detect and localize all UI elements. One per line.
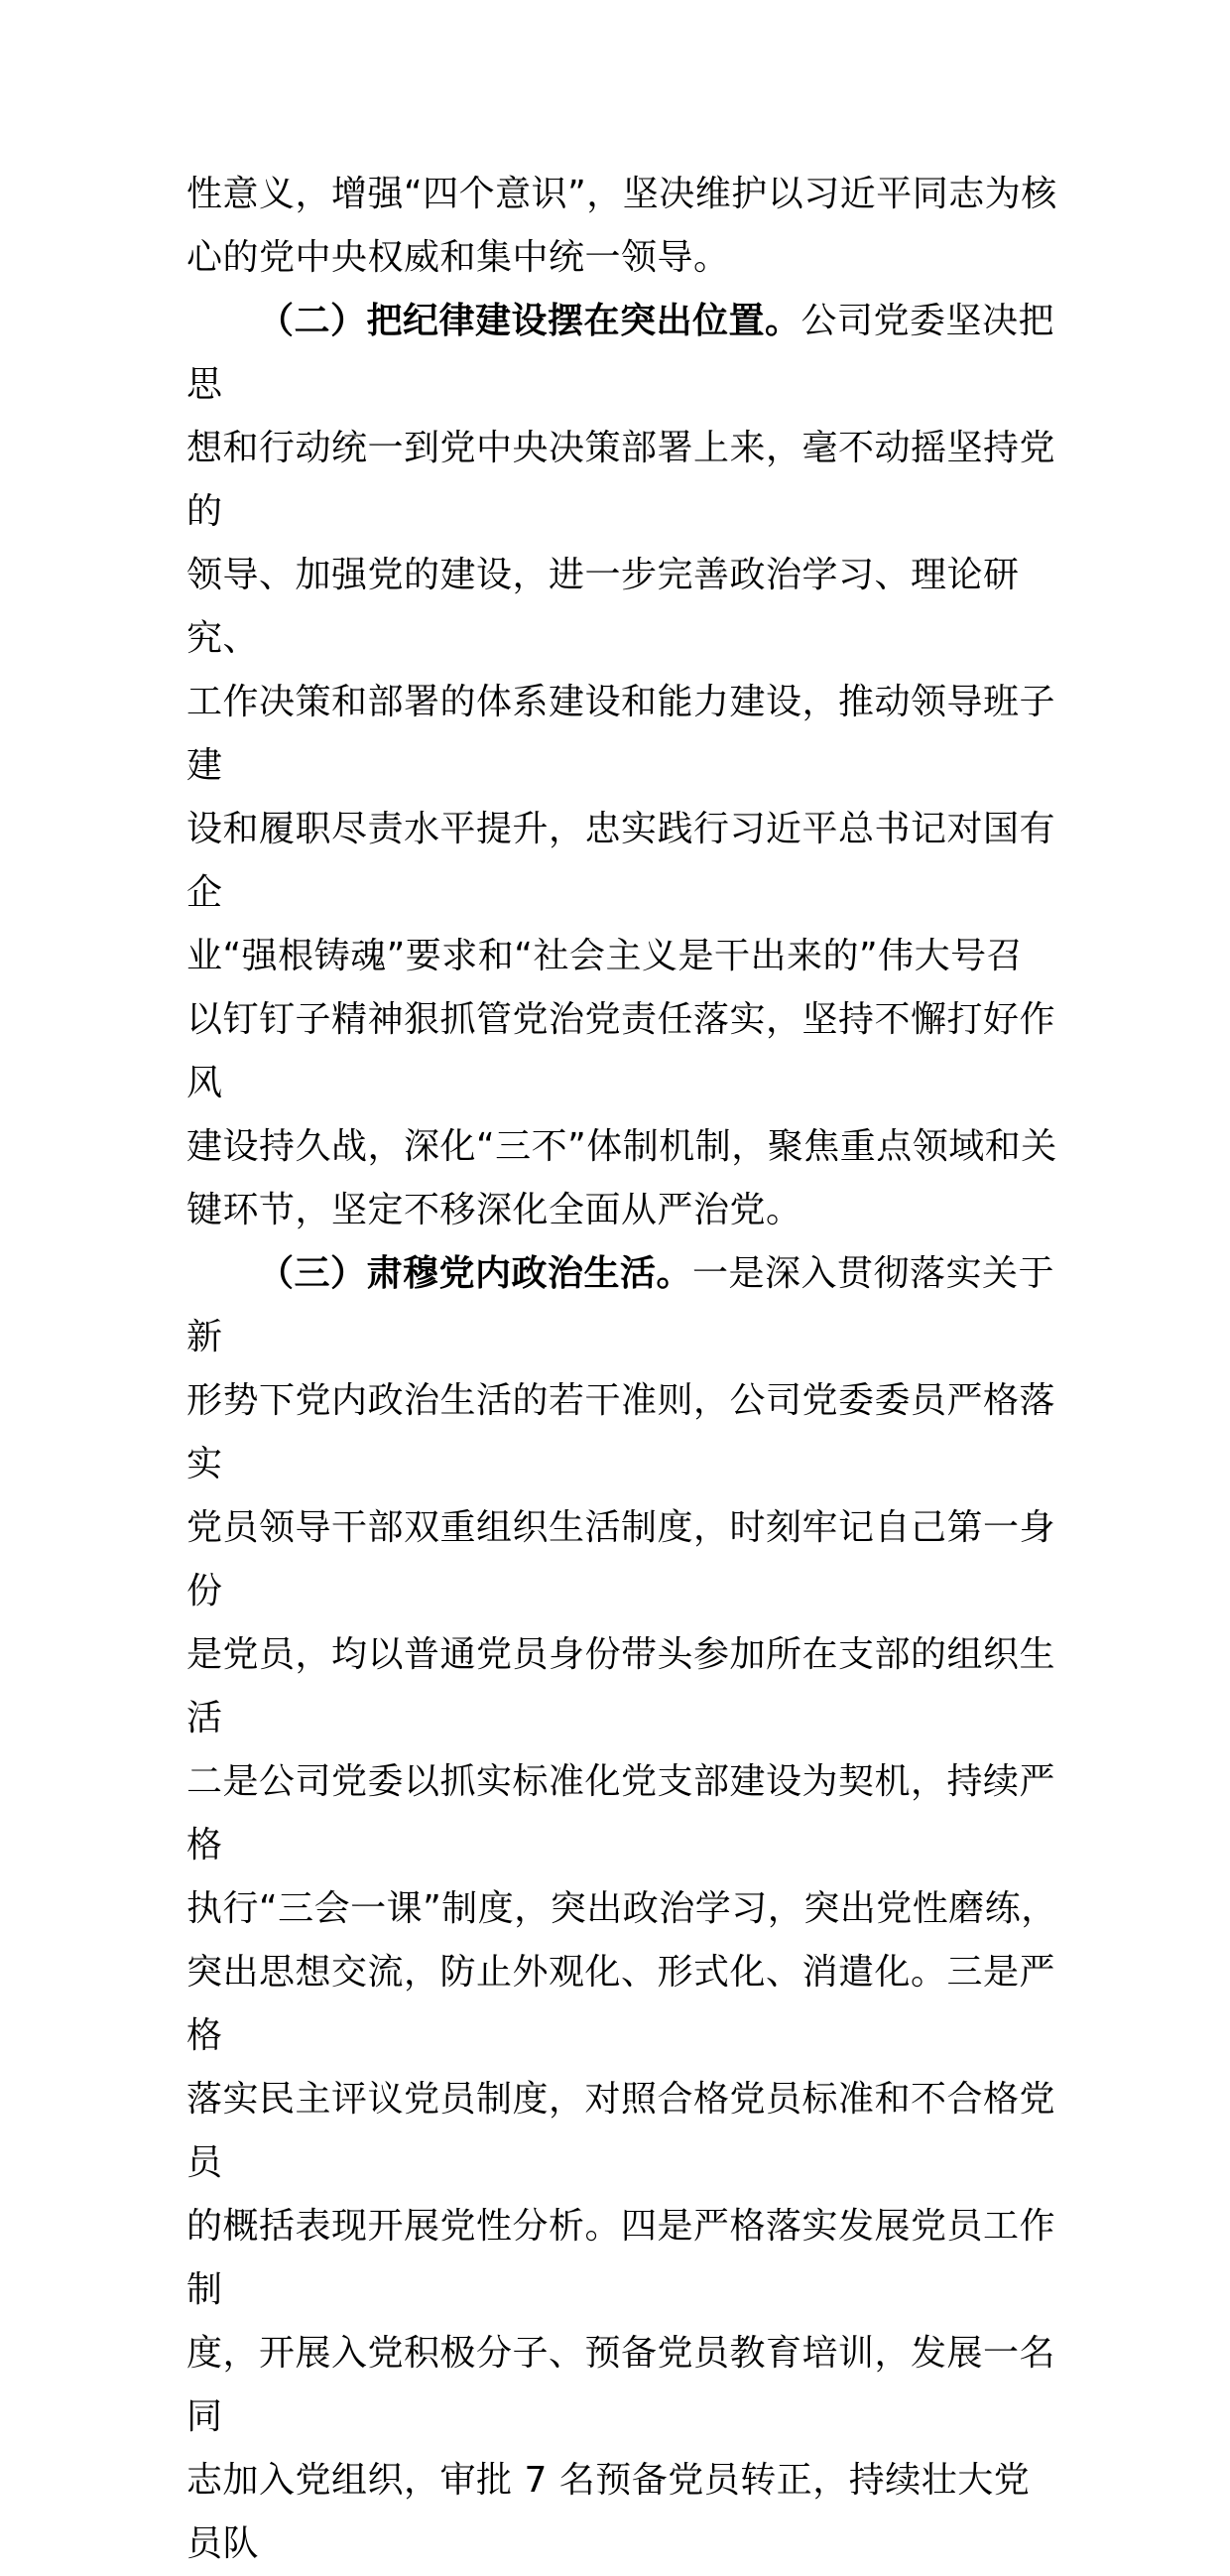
paragraph-2 [186, 290, 1059, 1242]
section-heading-3: （三）肃穆党内政治生活。 [258, 1253, 693, 1294]
paragraph-1-text: 性意义，增强“四个意识”，坚决维护以习近平同志为核 心的党中央权威和集中统一领导。 [186, 174, 1057, 278]
paragraph-3 [186, 1242, 1059, 2576]
paragraph-3-text: 一是深入贯彻落实关于新 形势下党内政治生活的若干准则，公司党委委员严格落实 党员领导干部双重组织生活制度，时刻牢记自己第一身份 是党员，均以普通党员身份带头参加所在支部的组织生活 二是公司党委以抓实标准化党支部建设为契机，持续严格 执行“三会一课”制度，突出政治学习，突出党性磨练， 突出思想交流，防止外观化、形式化、消遣化。三是严格 落实民主评议党员制度，对照合格党员标准和不合格党员 的概括表现开展党性分析。四是严格落实发展党员工作制 度，开展入党积极分子、预备党员教育培训，发展一名同 志加入党组织，审批 7 名预备党员转正，持续壮大党员队 [186, 1253, 1057, 2564]
paragraph-2-text: 公司党委坚决把思 想和行动统一到党中央决策部署上来，毫不动摇坚持党的 领导、加强党的建设，进一步完善政治学习、理论研究、 工作决策和部署的体系建设和能力建设，推动领导班子建 设和履职尽责水平提升，忠实践行习近平总书记对国有企 业“强根铸魂”要求和“社会主义是干出来的”伟大号召 以钉钉子精神狠抓管党治党责任落实，坚持不懈打好作风 建设持久战，深化“三不”体制机制，聚焦重点领域和关 键环节，坚定不移深化全面从严治党。 [186, 301, 1057, 1230]
body-text [186, 163, 1059, 2576]
section-heading-2: （二）把纪律建设摆在突出位置。 [258, 301, 801, 341]
paragraph-1 [186, 163, 1059, 290]
